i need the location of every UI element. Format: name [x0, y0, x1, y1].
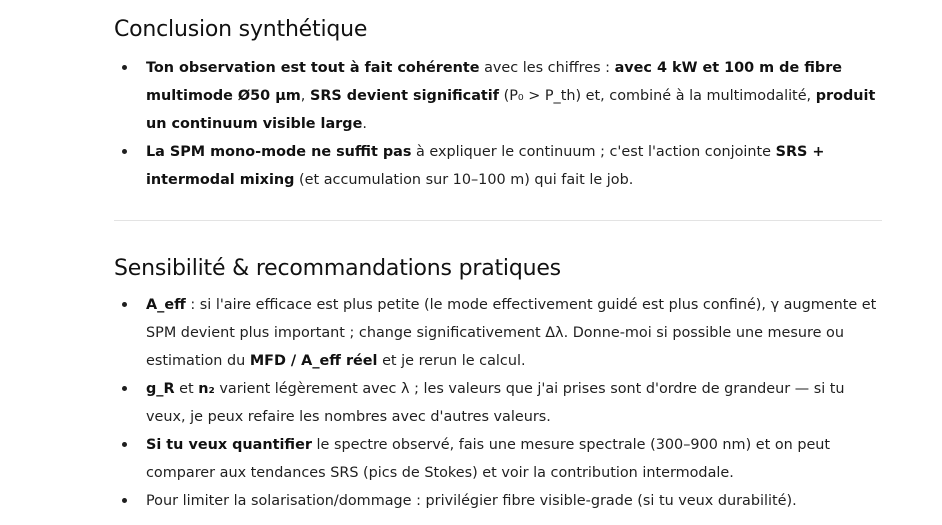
text: , — [300, 88, 310, 104]
list-item — [114, 291, 882, 375]
bold-text: Si tu veux quantifier — [146, 437, 312, 453]
bullet-icon — [122, 442, 127, 447]
bold-text: La SPM mono-mode ne suffit pas — [146, 144, 412, 160]
bold-text: g_R — [146, 381, 175, 397]
bold-text: SRS devient significatif — [309, 88, 499, 104]
bullet-icon — [122, 498, 127, 503]
bold-text: SRS + intermodal mixing — [146, 144, 825, 188]
bold-text: MFD / A_eff réel — [249, 353, 378, 369]
bullet-icon — [122, 302, 127, 307]
text: Pour limiter la solarisation/dommage : privilégier fibre visible-grade (si tu veux durabilité). — [146, 493, 797, 509]
text: varient légèrement avec λ ; les valeurs que j'ai prises sont d'ordre de grandeur — si tu veux, je peux refaire les nombres avec d'autres valeurs. — [146, 381, 845, 425]
list-item — [114, 375, 882, 431]
bullet-icon — [122, 149, 127, 154]
bullet-icon — [122, 65, 127, 70]
section-divider — [114, 220, 882, 221]
recommendations-list — [114, 291, 882, 515]
conclusion-list — [114, 54, 882, 194]
bold-text: avec 4 kW et 100 m de fibre multimode Ø50 µm — [146, 60, 843, 104]
text: à expliquer le continuum ; c'est l'action conjointe — [411, 144, 776, 160]
bold-text: produit un continuum visible large — [146, 88, 876, 132]
text: (et accumulation sur 10–100 m) qui fait le job. — [294, 172, 634, 188]
list-item — [114, 487, 882, 515]
text: (P₀ > P_th) et, combiné à la multimodalité, — [499, 88, 816, 104]
bold-text: n₂ — [198, 381, 215, 397]
section-title-conclusion: Conclusion synthétique — [114, 17, 368, 42]
text: le spectre observé, fais une mesure spectrale (300–900 nm) et on peut comparer aux tendances SRS (pics de Stokes) et voir la contribution intermodale. — [146, 437, 831, 481]
bold-text: Ton observation est tout à fait cohérente — [146, 60, 480, 76]
list-item — [114, 54, 882, 138]
list-item — [114, 431, 882, 487]
text: . — [362, 116, 367, 132]
list-item — [114, 138, 882, 194]
text: et — [174, 381, 199, 397]
text: avec les chiffres : — [479, 60, 615, 76]
bullet-icon — [122, 386, 127, 391]
text: : si l'aire efficace est plus petite (le mode effectivement guidé est plus confiné), γ augmente et SPM devient plus important ; change significativement Δλ. Donne-moi si possible une mesure ou estimation du — [146, 297, 877, 369]
section-title-recommendations: Sensibilité & recommandations pratiques — [114, 256, 561, 281]
text: et je rerun le calcul. — [377, 353, 526, 369]
bold-text: A_eff — [146, 297, 186, 313]
